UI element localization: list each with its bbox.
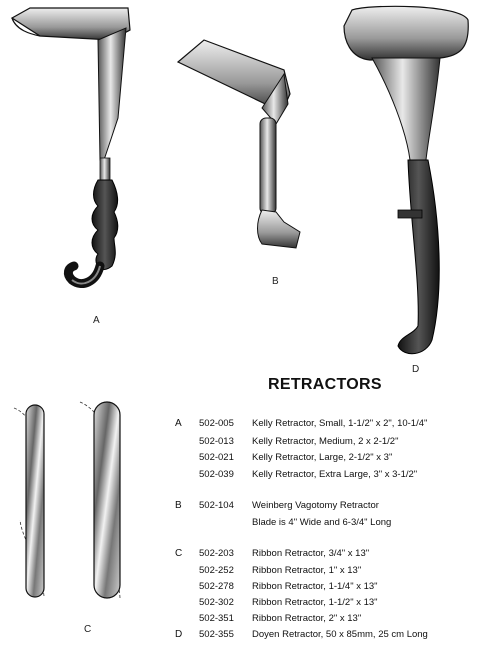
item-description: Kelly Retractor, Large, 2-1/2" x 3" <box>252 452 393 463</box>
group-letter: B <box>175 500 182 511</box>
item-description: Ribbon Retractor, 1-1/4" x 13" <box>252 581 378 592</box>
item-code: 502-021 <box>199 452 234 463</box>
figure-label-c: C <box>84 624 92 635</box>
group-letter: D <box>175 629 183 640</box>
item-code: 502-203 <box>199 548 234 559</box>
item-description: Doyen Retractor, 50 x 85mm, 25 cm Long <box>252 629 428 640</box>
item-description: Ribbon Retractor, 1-1/2" x 13" <box>252 597 378 608</box>
item-description: Blade is 4" Wide and 6-3/4" Long <box>252 517 392 528</box>
page-title: RETRACTORS <box>268 376 382 393</box>
item-description: Ribbon Retractor, 2" x 13" <box>252 613 362 624</box>
figure-label-a: A <box>93 315 101 326</box>
item-code: 502-302 <box>199 597 234 608</box>
item-code: 502-039 <box>199 469 234 480</box>
group-letter: C <box>175 548 183 559</box>
item-code: 502-355 <box>199 629 234 640</box>
item-description: Kelly Retractor, Small, 1-1/2" x 2", 10-1/4" <box>252 418 428 429</box>
figure-label-d: D <box>412 364 420 375</box>
item-description: Weinberg Vagotomy Retractor <box>252 500 379 511</box>
item-code: 502-104 <box>199 500 234 511</box>
item-code: 502-005 <box>199 418 234 429</box>
item-description: Ribbon Retractor, 3/4" x 13" <box>252 548 370 559</box>
item-description: Ribbon Retractor, 1" x 13" <box>252 565 362 576</box>
item-code: 502-252 <box>199 565 234 576</box>
figure-label-b: B <box>272 276 280 287</box>
group-letter: A <box>175 418 182 429</box>
item-code: 502-013 <box>199 436 234 447</box>
item-code: 502-351 <box>199 613 234 624</box>
item-description: Kelly Retractor, Medium, 2 x 2-1/2" <box>252 436 399 447</box>
item-code: 502-278 <box>199 581 234 592</box>
item-description: Kelly Retractor, Extra Large, 3" x 3-1/2" <box>252 469 418 480</box>
